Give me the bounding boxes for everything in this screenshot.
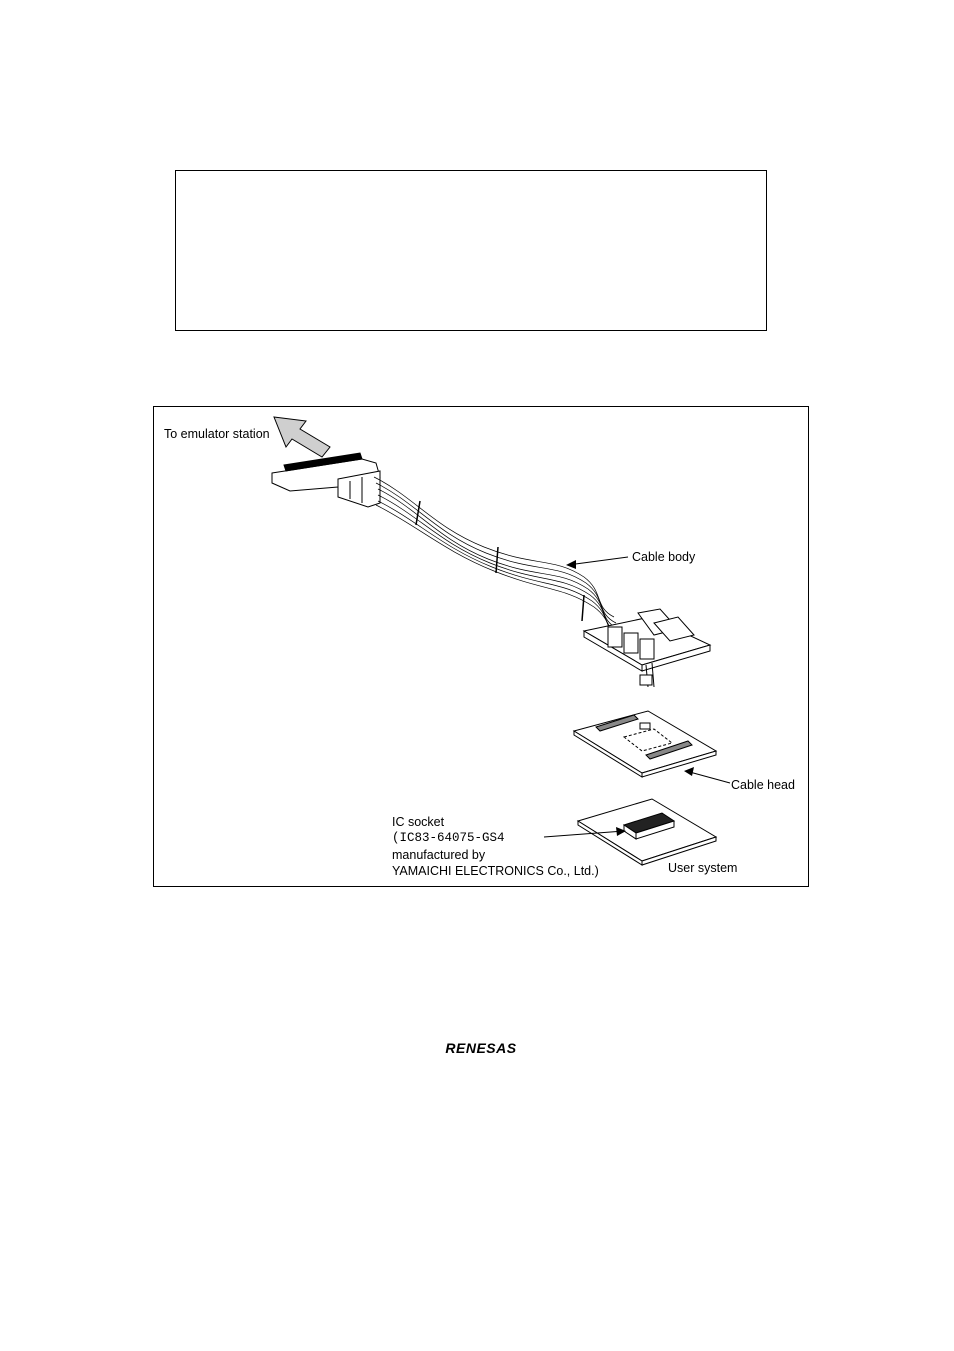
label-user-system: User system — [668, 861, 738, 875]
cable-bundle — [374, 477, 624, 643]
cable-body-pointer — [568, 557, 628, 565]
label-ic-socket-part: (IC83-64075-GS4 — [392, 831, 505, 845]
label-ic-socket-maker: manufactured by — [392, 848, 486, 862]
user-system-board — [578, 799, 716, 865]
cable-end-board — [584, 609, 710, 687]
emulator-connector — [272, 453, 380, 507]
emulator-direction-arrow — [274, 417, 330, 457]
note-box — [175, 170, 767, 331]
svg-text:RENESAS: RENESAS — [445, 1040, 517, 1056]
renesas-logo — [430, 1038, 532, 1058]
label-ic-socket-company: YAMAICHI ELECTRONICS Co., Ltd.) — [392, 864, 599, 878]
cable-diagram-figure — [153, 406, 809, 887]
label-cable-head: Cable head — [731, 778, 795, 792]
label-ic-socket: IC socket — [392, 815, 445, 829]
cable-head-board — [574, 711, 716, 777]
cable-ties — [416, 501, 584, 621]
label-cable-body: Cable body — [632, 550, 696, 564]
cable-diagram-drawing — [154, 407, 810, 888]
label-to-emulator: To emulator station — [164, 427, 270, 441]
